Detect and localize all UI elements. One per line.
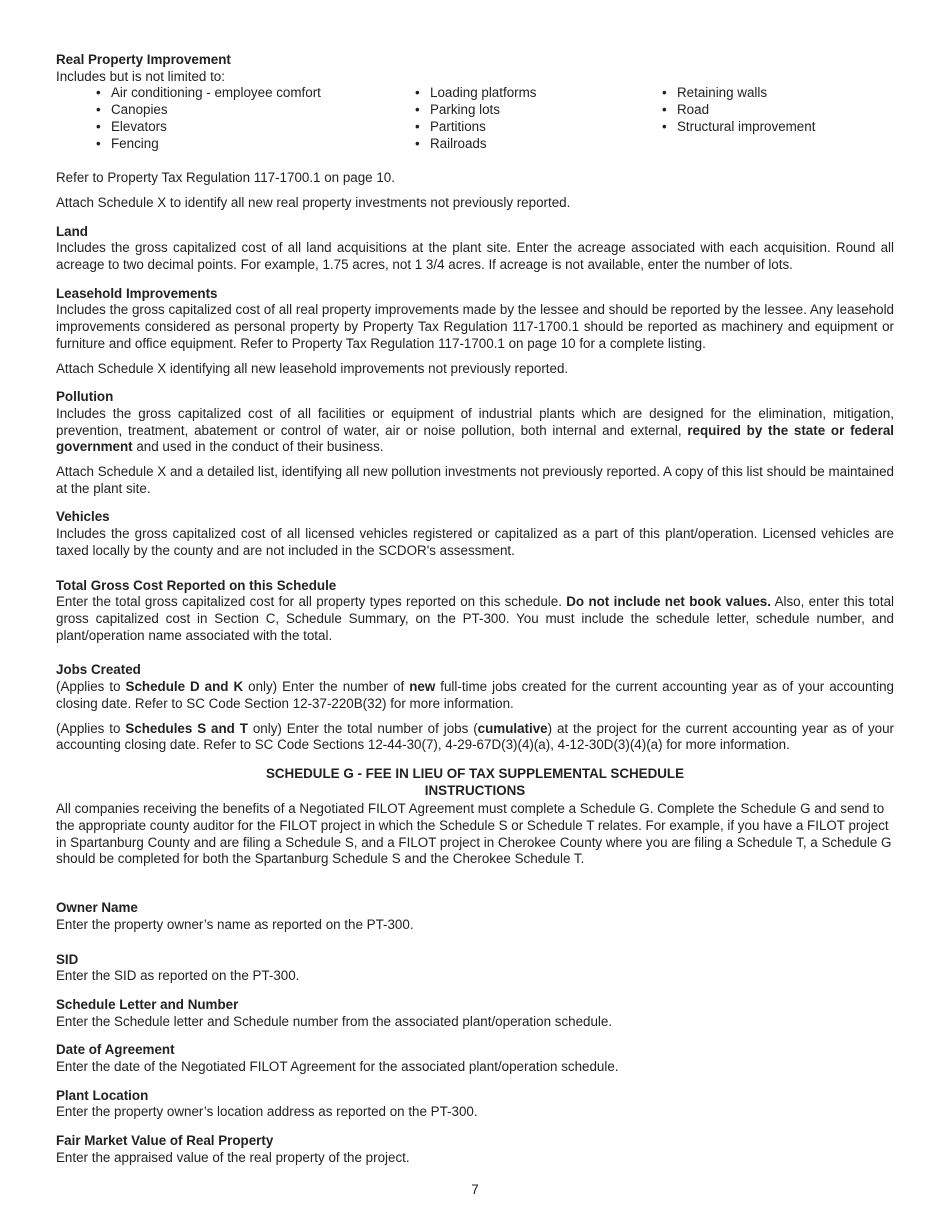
list-item: • Road (662, 102, 892, 119)
heading-pollution: Pollution (56, 389, 114, 405)
field-owner-name (56, 900, 894, 933)
text-run: only) Enter the number of (243, 679, 410, 695)
schedule-g-title: SCHEDULE G - FEE IN LIEU OF TAX SUPPLEMENTAL SCHEDULE (265, 765, 685, 781)
fair-market-value-text: Enter the appraised value of the real property of the project. (56, 1149, 410, 1165)
heading-jobs-created: Jobs Created (56, 662, 141, 678)
land-text: Includes the gross capitalized cost of all land acquisitions at the plant site. Enter the acreage associated with each acquisition. Round all acreage to two decimal points. For example, 1.75 acres, not 1 3/4 acres. If acreage is not available, enter the number of lots. (56, 240, 894, 273)
vehicles-text: Includes the gross capitalized cost of all licensed vehicles registered or capitalized as a part of this plant/operation. Licensed vehicles are taxed locally by the county and are not included in the SCDOR's assessment. (56, 526, 894, 558)
text-run: Includes the gross capitalized cost of all facilities or equipment of industrial plants which are designed for the elimination, mitigation, prevention, treatment, abatement or control of water, air or noise pollution, both internal and external, (56, 405, 894, 438)
leasehold-text: Includes the gross capitalized cost of all real property improvements made by the lessee and should be reported by the lessee. Any leasehold improvements considered as personal property by Property Tax Regulation 117-1700.1 should be reported as machinery and equipment or furniture and office equipment. Refer to Property Tax Regulation 117-1700.1 on page 10 for a complete listing. (56, 302, 894, 351)
section-land (56, 224, 894, 274)
bold-text-run: required by the state or federal government (56, 422, 894, 455)
heading-vehicles: Vehicles (56, 509, 110, 525)
bold-text-run: Do not include net book values. (566, 594, 771, 610)
jobs-paragraph-2 (56, 721, 894, 754)
text-run: only) Enter the total number of jobs ( (247, 720, 478, 736)
field-sid (56, 952, 894, 985)
bold-text-run: new (409, 679, 436, 695)
section-pollution (56, 389, 894, 497)
section-schedule-g (56, 766, 894, 868)
section-leasehold (56, 286, 894, 378)
heading-date-of-agreement: Date of Agreement (56, 1042, 175, 1058)
pollution-attach: Attach Schedule X and a detailed list, identifying all new pollution investments not previously reported. A copy of this list should be maintained at the plant site. (56, 464, 894, 496)
heading-leasehold: Leasehold Improvements (56, 285, 218, 301)
schedule-letter-number-text: Enter the Schedule letter and Schedule number from the associated plant/operation schedule. (56, 1013, 613, 1029)
list-item: • Structural improvement (662, 119, 892, 136)
sid-text: Enter the SID as reported on the PT-300. (56, 968, 300, 984)
page-number: 7 (471, 1182, 479, 1197)
list-item: • Fencing (96, 136, 415, 153)
rpi-refer: Refer to Property Tax Regulation 117-1700.1 on page 10. (56, 170, 395, 186)
rpi-attach: Attach Schedule X to identify all new real property investments not previously reported. (56, 194, 571, 210)
heading-fair-market-value: Fair Market Value of Real Property (56, 1133, 274, 1149)
bold-text-run: Schedules S and T (125, 720, 248, 736)
list-item: • Railroads (415, 136, 662, 153)
rpi-bullet-columns (96, 85, 894, 152)
total-text (56, 594, 894, 644)
rpi-intro: Includes but is not limited to: (56, 68, 225, 84)
heading-real-property-improvement: Real Property Improvement (56, 52, 231, 67)
rpi-column-1 (96, 85, 415, 152)
list-item: • Air conditioning - employee comfort (96, 85, 415, 102)
bold-text-run: Schedule D and K (125, 679, 244, 695)
section-real-property-improvement (56, 52, 894, 212)
heading-total-gross-cost: Total Gross Cost Reported on this Schedule (56, 577, 337, 593)
section-jobs-created (56, 662, 894, 754)
heading-plant-location: Plant Location (56, 1087, 149, 1103)
field-fair-market-value (56, 1133, 894, 1166)
text-run: ) at the project for the current accounting year as of your accounting closing date. Refer to SC Code Sections 12-44-30(7), 4-29-67D(3)(4)(a), 4-12-30D(3)(4)(a) for more information. (56, 720, 895, 753)
list-item: • Loading platforms (415, 85, 662, 102)
bold-text-run: cumulative (477, 720, 548, 736)
heading-land: Land (56, 223, 88, 239)
text-run: Also, enter this total gross capitalized cost in Section C, Schedule Summary, on the PT-300. You must include the schedule letter, schedule number, and plant/operation name associated with the total. (56, 594, 895, 643)
heading-sid: SID (56, 951, 79, 967)
schedule-g-subtitle: INSTRUCTIONS (424, 782, 526, 798)
schedule-g-text: All companies receiving the benefits of a Negotiated FILOT Agreement must complete a Schedule G. Complete the Schedule G and send to the appropriate county auditor for the FILOT project in which the Schedule S or Schedule T relates. For example, if you have a FILOT project in Spartanburg County and are filing a Schedule S, and a FILOT project in Cherokee County where you are filing a Schedule T, a Schedule G should be completed for both the Spartanburg Schedule S and the Cherokee Schedule T. (56, 801, 892, 867)
list-item: • Partitions (415, 119, 662, 136)
list-item: • Retaining walls (662, 85, 892, 102)
list-item: • Canopies (96, 102, 415, 119)
date-of-agreement-text: Enter the date of the Negotiated FILOT Agreement for the associated plant/operation schedule. (56, 1059, 619, 1075)
text-run: full-time jobs created for the current accounting year as of your accounting closing date. Refer to SC Code Section 12-37-220B(32) for more information. (56, 679, 894, 711)
heading-schedule-letter-number: Schedule Letter and Number (56, 996, 239, 1012)
list-item: • Parking lots (415, 102, 662, 119)
section-total-gross-cost (56, 578, 894, 645)
section-vehicles (56, 509, 894, 559)
text-run: Enter the total gross capitalized cost for all property types reported on this schedule. (56, 594, 567, 610)
list-item: • Elevators (96, 119, 415, 136)
text-run: and used in the conduct of their business. (132, 439, 384, 455)
heading-owner-name: Owner Name (56, 900, 138, 916)
jobs-paragraph-1 (56, 679, 894, 712)
field-schedule-letter-number (56, 997, 894, 1030)
pollution-text (56, 406, 894, 456)
leasehold-attach: Attach Schedule X identifying all new leasehold improvements not previously reported. (56, 360, 569, 376)
owner-name-text: Enter the property owner’s name as reported on the PT-300. (56, 916, 414, 932)
plant-location-text: Enter the property owner’s location address as reported on the PT-300. (56, 1104, 478, 1120)
text-run: (Applies to (56, 679, 126, 695)
rpi-column-2 (415, 85, 662, 152)
rpi-column-3 (662, 85, 892, 152)
field-plant-location (56, 1088, 894, 1121)
field-date-of-agreement (56, 1042, 894, 1075)
text-run: (Applies to (56, 720, 126, 736)
document-page (56, 52, 894, 1167)
